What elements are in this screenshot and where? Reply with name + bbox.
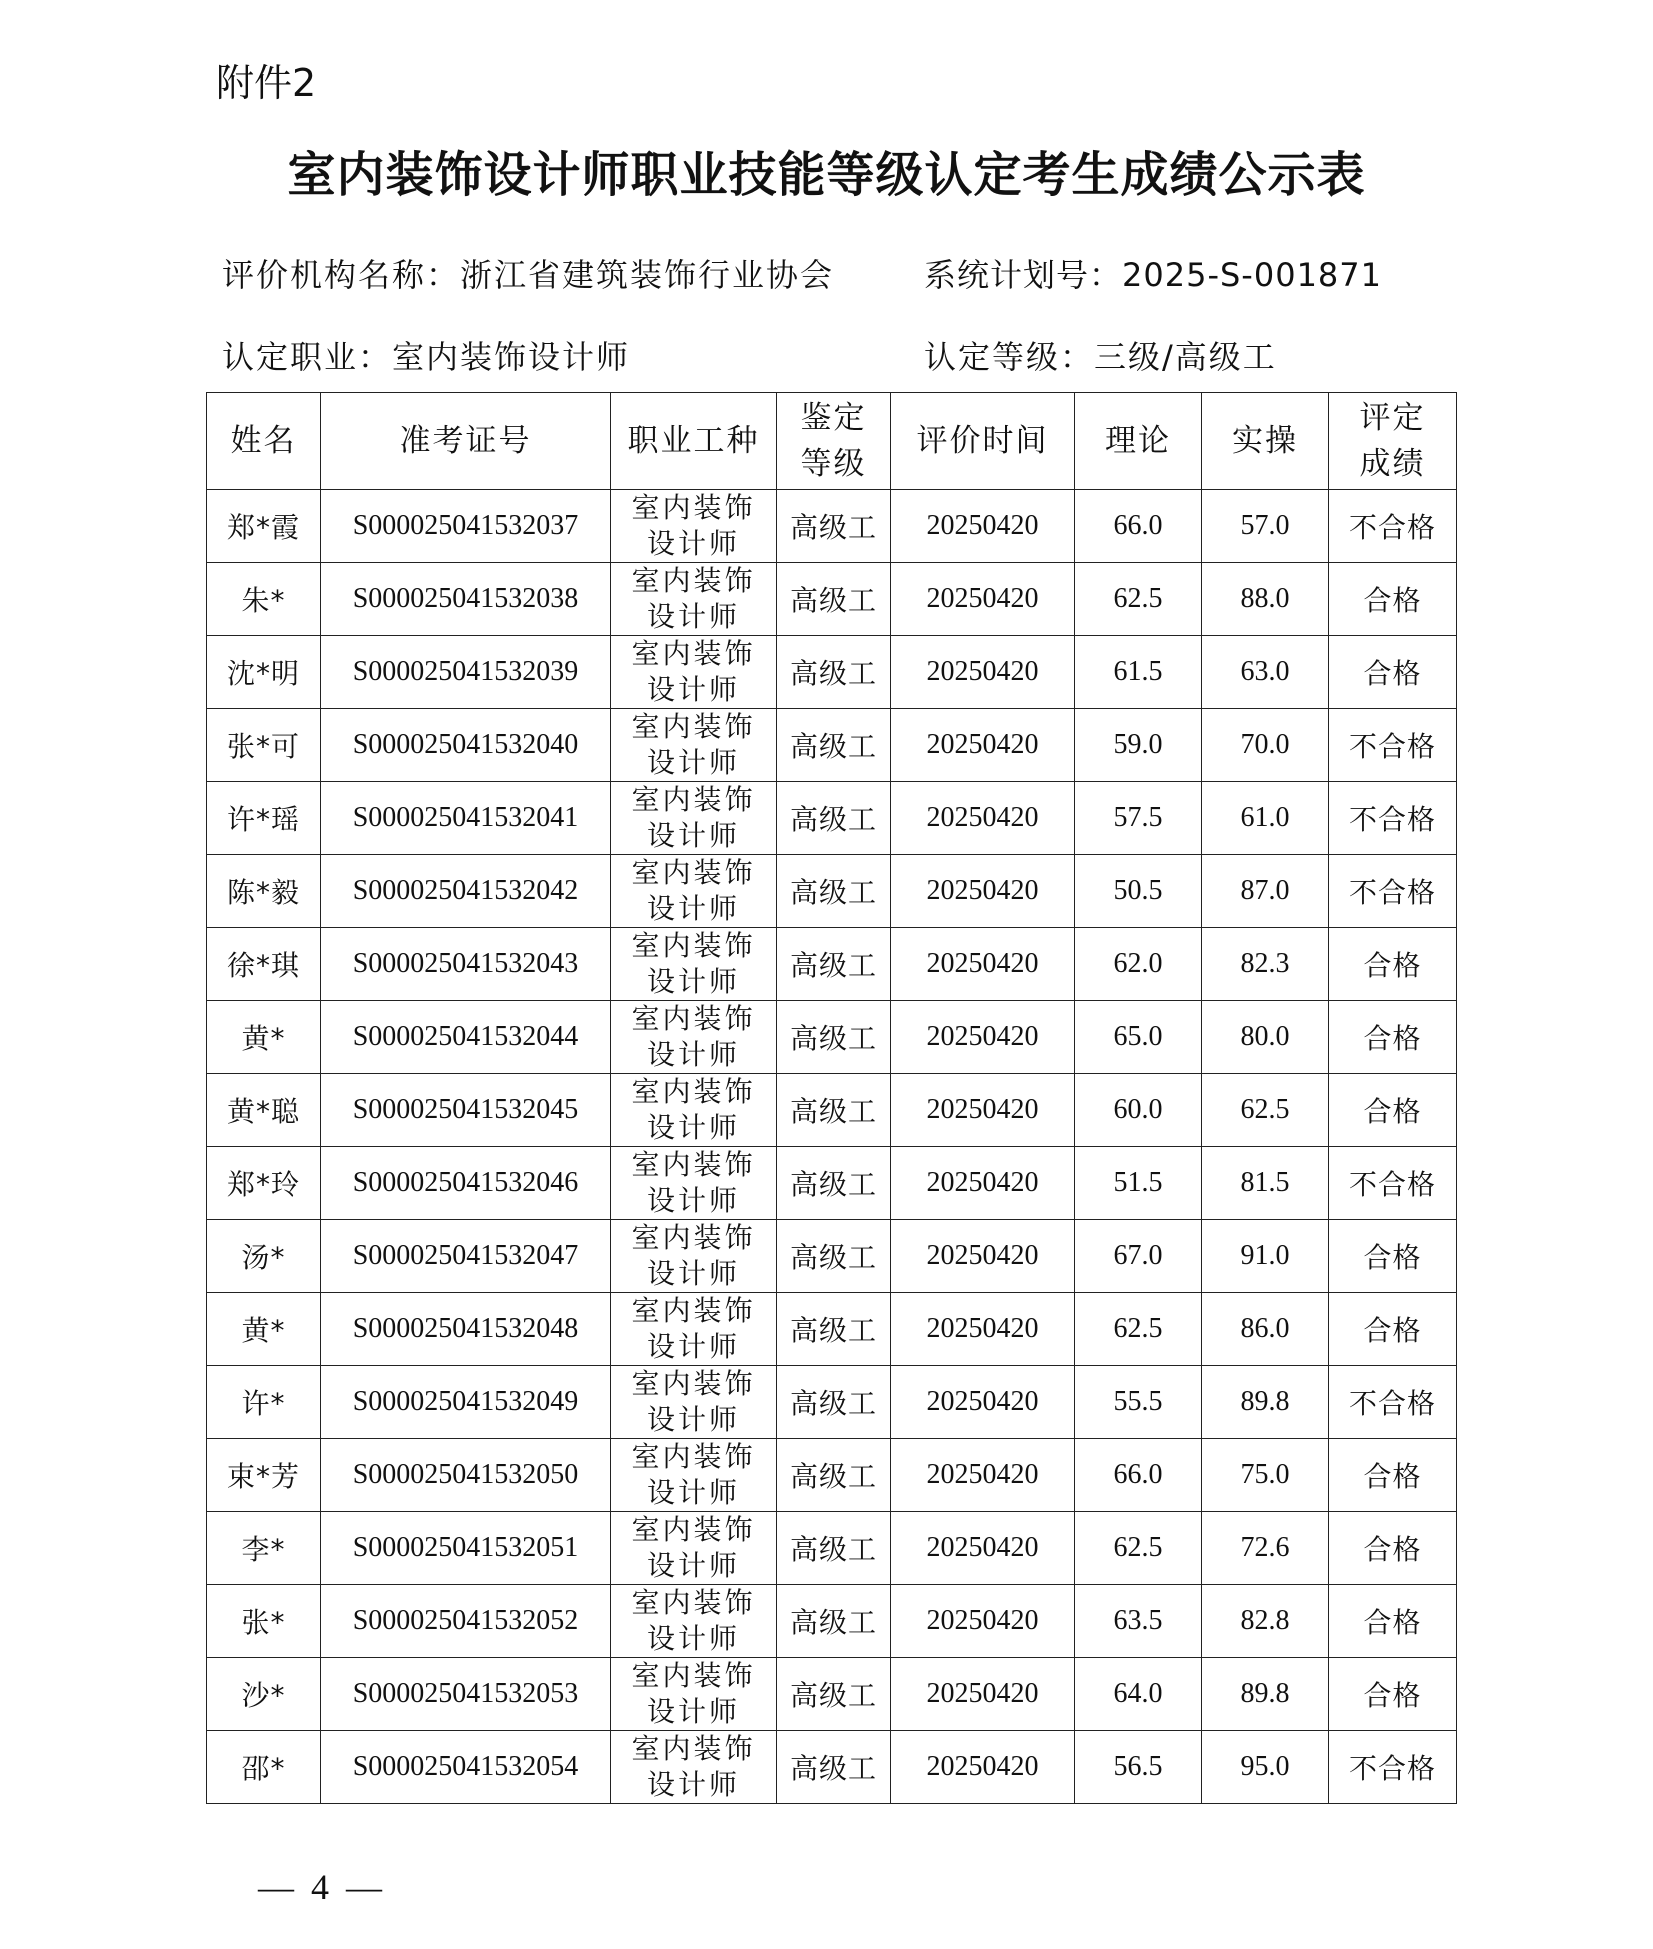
header-result <box>1329 393 1457 490</box>
cell-theory: 65.0 <box>1075 1001 1202 1074</box>
table-row <box>207 855 1457 928</box>
cell-date: 20250420 <box>891 1585 1075 1658</box>
occupation-line1: 室内装饰 <box>631 1002 756 1035</box>
cell-practice: 91.0 <box>1202 1220 1329 1293</box>
occupation-line2: 设计师 <box>646 527 740 560</box>
cell-date: 20250420 <box>891 1074 1075 1147</box>
header-name: 姓名 <box>207 393 321 490</box>
cell-theory: 62.0 <box>1075 928 1202 1001</box>
header-theory: 理论 <box>1075 393 1202 490</box>
occupation-line1: 室内装饰 <box>631 1148 756 1181</box>
table-row <box>207 928 1457 1001</box>
cell-occupation <box>611 1512 777 1585</box>
cell-practice: 63.0 <box>1202 636 1329 709</box>
table-row <box>207 1220 1457 1293</box>
header-practice: 实操 <box>1202 393 1329 490</box>
cell-occupation <box>611 1366 777 1439</box>
occupation-line2: 设计师 <box>646 819 740 852</box>
occupation-line1: 室内装饰 <box>631 1732 756 1765</box>
cell-occupation <box>611 1439 777 1512</box>
cell-practice: 86.0 <box>1202 1293 1329 1366</box>
cell-practice: 75.0 <box>1202 1439 1329 1512</box>
cell-practice: 89.8 <box>1202 1366 1329 1439</box>
cell-theory: 66.0 <box>1075 1439 1202 1512</box>
cell-level: 高级工 <box>777 490 891 563</box>
occupation-line2: 设计师 <box>646 746 740 779</box>
cell-ticket: S000025041532051 <box>321 1512 611 1585</box>
cell-ticket: S000025041532047 <box>321 1220 611 1293</box>
cell-occupation <box>611 1731 777 1804</box>
cell-date: 20250420 <box>891 563 1075 636</box>
table-row <box>207 1074 1457 1147</box>
occupation-line2: 设计师 <box>646 1111 740 1144</box>
cell-level: 高级工 <box>777 1512 891 1585</box>
occupation-line2: 设计师 <box>646 1549 740 1582</box>
cell-theory: 66.0 <box>1075 490 1202 563</box>
cell-level: 高级工 <box>777 928 891 1001</box>
cell-date: 20250420 <box>891 490 1075 563</box>
cell-ticket: S000025041532043 <box>321 928 611 1001</box>
header-result-line2: 成绩 <box>1359 446 1426 482</box>
cell-result: 不合格 <box>1329 490 1457 563</box>
cell-date: 20250420 <box>891 1001 1075 1074</box>
cell-ticket: S000025041532052 <box>321 1585 611 1658</box>
cell-practice: 72.6 <box>1202 1512 1329 1585</box>
cell-name: 郑*玲 <box>207 1147 321 1220</box>
table-row <box>207 563 1457 636</box>
occupation-line1: 室内装饰 <box>631 1586 756 1619</box>
cell-ticket: S000025041532038 <box>321 563 611 636</box>
cell-level: 高级工 <box>777 1585 891 1658</box>
cell-ticket: S000025041532042 <box>321 855 611 928</box>
cell-ticket: S000025041532049 <box>321 1366 611 1439</box>
table-row <box>207 1731 1457 1804</box>
occupation-line1: 室内装饰 <box>631 783 756 816</box>
header-result-line1: 评定 <box>1359 400 1426 436</box>
table-row <box>207 782 1457 855</box>
occupation-line2: 设计师 <box>646 1184 740 1217</box>
occupation-line2: 设计师 <box>646 1257 740 1290</box>
cell-occupation <box>611 1658 777 1731</box>
occupation-line2: 设计师 <box>646 1038 740 1071</box>
cell-occupation <box>611 1585 777 1658</box>
cell-theory: 67.0 <box>1075 1220 1202 1293</box>
cell-theory: 62.5 <box>1075 1512 1202 1585</box>
cell-occupation <box>611 1001 777 1074</box>
cell-name: 黄* <box>207 1293 321 1366</box>
cell-level: 高级工 <box>777 1366 891 1439</box>
cell-name: 朱* <box>207 563 321 636</box>
certified-level: 认定等级：三级/高级工 <box>924 338 1277 376</box>
cell-occupation <box>611 1147 777 1220</box>
scores-table <box>206 392 1457 1804</box>
cell-date: 20250420 <box>891 1512 1075 1585</box>
cell-result: 合格 <box>1329 1585 1457 1658</box>
occupation-line1: 室内装饰 <box>631 1367 756 1400</box>
cell-level: 高级工 <box>777 1439 891 1512</box>
cell-result: 合格 <box>1329 1074 1457 1147</box>
cell-date: 20250420 <box>891 709 1075 782</box>
cell-level: 高级工 <box>777 1293 891 1366</box>
cell-practice: 80.0 <box>1202 1001 1329 1074</box>
attachment-label: 附件2 <box>216 61 317 105</box>
table-row <box>207 1293 1457 1366</box>
cell-theory: 57.5 <box>1075 782 1202 855</box>
cell-ticket: S000025041532045 <box>321 1074 611 1147</box>
occupation-line2: 设计师 <box>646 1695 740 1728</box>
cell-name: 张* <box>207 1585 321 1658</box>
occupation-line2: 设计师 <box>646 600 740 633</box>
table-row <box>207 1001 1457 1074</box>
header-date: 评价时间 <box>891 393 1075 490</box>
occupation-line2: 设计师 <box>646 1768 740 1801</box>
cell-name: 黄*聪 <box>207 1074 321 1147</box>
table-row <box>207 636 1457 709</box>
cell-result: 不合格 <box>1329 1366 1457 1439</box>
cell-theory: 50.5 <box>1075 855 1202 928</box>
table-body <box>207 490 1457 1804</box>
cell-theory: 51.5 <box>1075 1147 1202 1220</box>
cell-practice: 62.5 <box>1202 1074 1329 1147</box>
cell-theory: 55.5 <box>1075 1366 1202 1439</box>
table-row <box>207 490 1457 563</box>
cell-result: 合格 <box>1329 1220 1457 1293</box>
cell-ticket: S000025041532050 <box>321 1439 611 1512</box>
cell-occupation <box>611 1074 777 1147</box>
cell-practice: 87.0 <box>1202 855 1329 928</box>
occupation-line1: 室内装饰 <box>631 1440 756 1473</box>
cell-result: 合格 <box>1329 1512 1457 1585</box>
cell-date: 20250420 <box>891 855 1075 928</box>
cell-ticket: S000025041532040 <box>321 709 611 782</box>
cell-level: 高级工 <box>777 1074 891 1147</box>
cell-date: 20250420 <box>891 1658 1075 1731</box>
cell-theory: 63.5 <box>1075 1585 1202 1658</box>
cell-level: 高级工 <box>777 1731 891 1804</box>
header-ticket: 准考证号 <box>321 393 611 490</box>
cell-result: 不合格 <box>1329 1731 1457 1804</box>
occupation-line2: 设计师 <box>646 1330 740 1363</box>
table-row <box>207 1439 1457 1512</box>
occupation-line2: 设计师 <box>646 673 740 706</box>
cell-level: 高级工 <box>777 563 891 636</box>
cell-name: 许*瑶 <box>207 782 321 855</box>
occupation-line1: 室内装饰 <box>631 1221 756 1254</box>
cell-level: 高级工 <box>777 709 891 782</box>
occupation-line1: 室内装饰 <box>631 710 756 743</box>
cell-date: 20250420 <box>891 928 1075 1001</box>
cell-theory: 64.0 <box>1075 1658 1202 1731</box>
cell-practice: 82.8 <box>1202 1585 1329 1658</box>
table-row <box>207 1658 1457 1731</box>
table-row <box>207 1512 1457 1585</box>
cell-name: 黄* <box>207 1001 321 1074</box>
cell-name: 徐*琪 <box>207 928 321 1001</box>
cell-practice: 95.0 <box>1202 1731 1329 1804</box>
occupation-line1: 室内装饰 <box>631 564 756 597</box>
occupation-line2: 设计师 <box>646 1476 740 1509</box>
cell-level: 高级工 <box>777 636 891 709</box>
occupation-line2: 设计师 <box>646 892 740 925</box>
cell-name: 李* <box>207 1512 321 1585</box>
header-level-line1: 鉴定 <box>800 400 867 436</box>
occupation-line1: 室内装饰 <box>631 491 756 524</box>
cell-result: 合格 <box>1329 1293 1457 1366</box>
cell-theory: 61.5 <box>1075 636 1202 709</box>
occupation-line2: 设计师 <box>646 965 740 998</box>
cell-occupation <box>611 490 777 563</box>
cell-result: 不合格 <box>1329 709 1457 782</box>
occupation-line1: 室内装饰 <box>631 929 756 962</box>
cell-theory: 56.5 <box>1075 1731 1202 1804</box>
occupation-line1: 室内装饰 <box>631 856 756 889</box>
cell-level: 高级工 <box>777 782 891 855</box>
cell-practice: 88.0 <box>1202 563 1329 636</box>
cell-level: 高级工 <box>777 1220 891 1293</box>
cell-date: 20250420 <box>891 782 1075 855</box>
cell-occupation <box>611 1220 777 1293</box>
cell-practice: 61.0 <box>1202 782 1329 855</box>
cell-result: 不合格 <box>1329 782 1457 855</box>
occupation-line2: 设计师 <box>646 1403 740 1436</box>
page-title: 室内装饰设计师职业技能等级认定考生成绩公示表 <box>287 147 1366 203</box>
cell-name: 许* <box>207 1366 321 1439</box>
occupation-line1: 室内装饰 <box>631 637 756 670</box>
cell-practice: 81.5 <box>1202 1147 1329 1220</box>
cell-result: 合格 <box>1329 563 1457 636</box>
cell-occupation <box>611 855 777 928</box>
table-row <box>207 1366 1457 1439</box>
cell-practice: 57.0 <box>1202 490 1329 563</box>
cell-level: 高级工 <box>777 1001 891 1074</box>
cell-level: 高级工 <box>777 1658 891 1731</box>
cell-theory: 60.0 <box>1075 1074 1202 1147</box>
cell-theory: 62.5 <box>1075 1293 1202 1366</box>
certified-occupation: 认定职业：室内装饰设计师 <box>222 338 631 376</box>
cell-date: 20250420 <box>891 1731 1075 1804</box>
cell-occupation <box>611 709 777 782</box>
cell-result: 合格 <box>1329 928 1457 1001</box>
cell-result: 合格 <box>1329 1658 1457 1731</box>
cell-ticket: S000025041532048 <box>321 1293 611 1366</box>
cell-occupation <box>611 636 777 709</box>
occupation-line2: 设计师 <box>646 1622 740 1655</box>
cell-ticket: S000025041532037 <box>321 490 611 563</box>
cell-result: 合格 <box>1329 1439 1457 1512</box>
cell-level: 高级工 <box>777 855 891 928</box>
cell-name: 陈*毅 <box>207 855 321 928</box>
cell-ticket: S000025041532054 <box>321 1731 611 1804</box>
cell-name: 沙* <box>207 1658 321 1731</box>
header-level <box>777 393 891 490</box>
cell-occupation <box>611 782 777 855</box>
cell-practice: 89.8 <box>1202 1658 1329 1731</box>
cell-ticket: S000025041532044 <box>321 1001 611 1074</box>
cell-name: 汤* <box>207 1220 321 1293</box>
cell-ticket: S000025041532041 <box>321 782 611 855</box>
table-row <box>207 1585 1457 1658</box>
occupation-line1: 室内装饰 <box>631 1513 756 1546</box>
table-header-row <box>207 393 1457 490</box>
cell-result: 不合格 <box>1329 855 1457 928</box>
occupation-line1: 室内装饰 <box>631 1075 756 1108</box>
plan-number: 系统计划号：2025-S-001871 <box>924 256 1383 294</box>
table-row <box>207 1147 1457 1220</box>
cell-name: 邵* <box>207 1731 321 1804</box>
cell-date: 20250420 <box>891 1147 1075 1220</box>
cell-occupation <box>611 563 777 636</box>
header-occupation: 职业工种 <box>611 393 777 490</box>
cell-date: 20250420 <box>891 1293 1075 1366</box>
cell-ticket: S000025041532039 <box>321 636 611 709</box>
cell-date: 20250420 <box>891 1439 1075 1512</box>
evaluation-org: 评价机构名称：浙江省建筑装饰行业协会 <box>222 256 835 294</box>
cell-result: 不合格 <box>1329 1147 1457 1220</box>
cell-name: 沈*明 <box>207 636 321 709</box>
cell-date: 20250420 <box>891 636 1075 709</box>
cell-date: 20250420 <box>891 1366 1075 1439</box>
cell-result: 合格 <box>1329 1001 1457 1074</box>
cell-result: 合格 <box>1329 636 1457 709</box>
occupation-line1: 室内装饰 <box>631 1294 756 1327</box>
cell-theory: 62.5 <box>1075 563 1202 636</box>
cell-ticket: S000025041532053 <box>321 1658 611 1731</box>
cell-name: 郑*霞 <box>207 490 321 563</box>
page-number: — 4 — <box>258 1867 386 1907</box>
cell-name: 张*可 <box>207 709 321 782</box>
cell-level: 高级工 <box>777 1147 891 1220</box>
cell-name: 束*芳 <box>207 1439 321 1512</box>
cell-ticket: S000025041532046 <box>321 1147 611 1220</box>
occupation-line1: 室内装饰 <box>631 1659 756 1692</box>
cell-theory: 59.0 <box>1075 709 1202 782</box>
table-row <box>207 709 1457 782</box>
cell-practice: 82.3 <box>1202 928 1329 1001</box>
cell-occupation <box>611 928 777 1001</box>
cell-date: 20250420 <box>891 1220 1075 1293</box>
cell-occupation <box>611 1293 777 1366</box>
cell-practice: 70.0 <box>1202 709 1329 782</box>
header-level-line2: 等级 <box>800 446 867 482</box>
